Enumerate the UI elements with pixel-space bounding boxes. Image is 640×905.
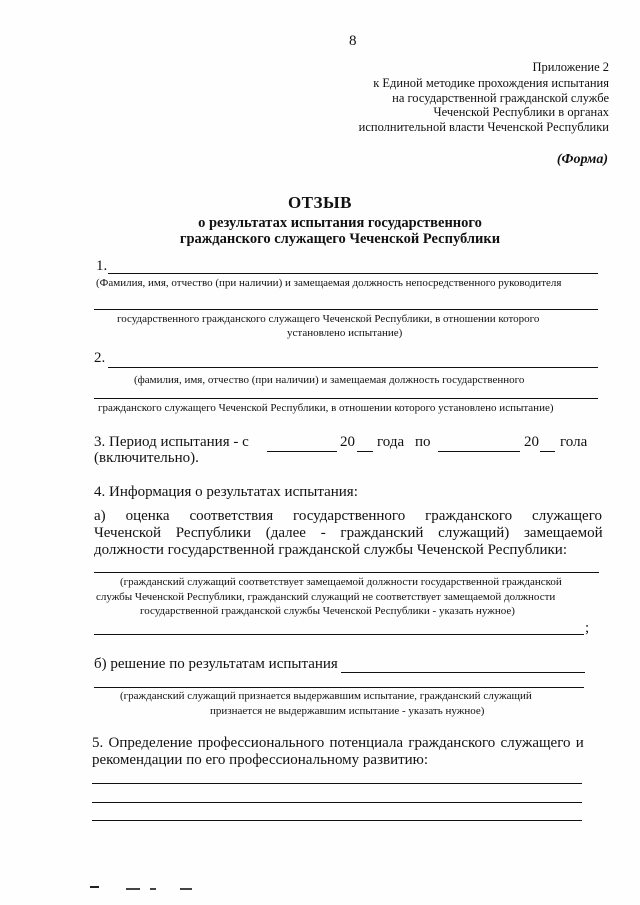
doc-subtitle [20,215,640,247]
item4-a-word: государственного [293,508,406,524]
item4-a-line3: должности государственной гражданской службы Чеченской Республики: [94,542,567,558]
item4-a-hint: (гражданский служащий соответствует замещаемой должности государственной гражданской [120,576,562,588]
item4-a-line2: Чеченской Республики (далее - гражданский служащий) замещаемой [94,525,603,541]
item4-a-word: оценка [125,508,170,524]
item3-date-blank [267,451,337,452]
item3-year-prefix: 20 [340,434,355,450]
item4-a-word: соответствия [189,508,274,524]
item3-to-word: по [415,434,431,450]
item4-a-hint: государственной гражданской службы Чеченской Республики - указать нужное) [140,605,515,617]
item5-line2: рекомендации по его профессиональному развитию: [92,752,429,768]
item3-year-word: года [377,434,405,450]
item4-b-fill-line-2 [94,687,584,688]
item2-fill-line [108,367,598,368]
item2-hint: (фамилия, имя, отчество (при наличии) и замещаемая должность государственного [134,374,525,386]
item1-hint: (Фамилия, имя, отчество (при наличии) и замещаемая должность непосредственного руководителя [96,277,562,289]
annex-line: Чеченской Республики в органах [433,105,609,119]
annex-line: к Единой методике прохождения испытания [373,76,609,90]
item5-fill-line [92,783,582,784]
item3-period-label: 3. Период испытания - с [94,434,249,450]
item3-date-blank-2 [438,451,520,452]
item4-a-fill-line-2 [94,634,584,635]
item4-a-line1 [94,508,602,525]
form-label: (Форма) [556,152,608,167]
item1-hint: государственного гражданского служащего Чеченской Республики, в отношении которого [117,313,540,325]
annex-block [359,76,609,134]
annex-title: Приложение 2 [532,60,609,74]
item4-a-fill-line [94,572,599,573]
item2-hint: гражданского служащего Чеченской Республики, в отношении которого установлено испытание) [98,402,554,414]
item3-year-blank [357,451,373,452]
bottom-cutoff-text [90,886,200,892]
item4-b-hint: признается не выдержавшим испытание - указать нужное) [210,705,485,717]
subtitle-line: гражданского служащего Чеченской Республики [179,231,501,247]
item3-inclusive: (включительно). [94,450,199,466]
item4-heading: 4. Информация о результатах испытания: [94,484,358,500]
doc-title: ОТЗЫВ [287,193,353,212]
item3-year-prefix-2: 20 [524,434,539,450]
item1-hint: установлено испытание) [287,327,403,339]
item1-fill-line [108,273,598,274]
item2-number: 2. [94,350,106,366]
annex-line: исполнительной власти Чеченской Республики [358,119,609,134]
item4-a-word: гражданского [425,508,513,524]
item3-year-word-2: гола [560,434,588,450]
item4-b-hint: (гражданский служащий признается выдержавшим испытание, гражданский служащий [120,690,532,702]
item5-line1: 5. Определение профессионального потенциала гражданского служащего и [92,735,584,751]
annex-line: на государственной гражданской службе [392,90,609,105]
item4-a-word: а) [94,508,106,524]
item5-fill-line [92,820,582,821]
item4-b-label: б) решение по результатам испытания [94,656,338,672]
item4-b-fill-line [341,672,585,673]
item4-a-word: служащего [532,508,602,524]
item4-a-semicolon: ; [585,620,590,636]
item3-year-blank-2 [540,451,555,452]
item2-fill-line-2 [94,398,598,399]
item4-a-hint: службы Чеченской Республики, гражданский служащий не соответствует замещаемой должности [96,591,556,603]
item1-number: 1. [96,258,108,274]
item5-fill-line [92,802,582,803]
item1-fill-line-2 [94,309,598,310]
subtitle-line: о результатах испытания государственного [198,215,482,231]
page-number: 8 [349,33,357,49]
